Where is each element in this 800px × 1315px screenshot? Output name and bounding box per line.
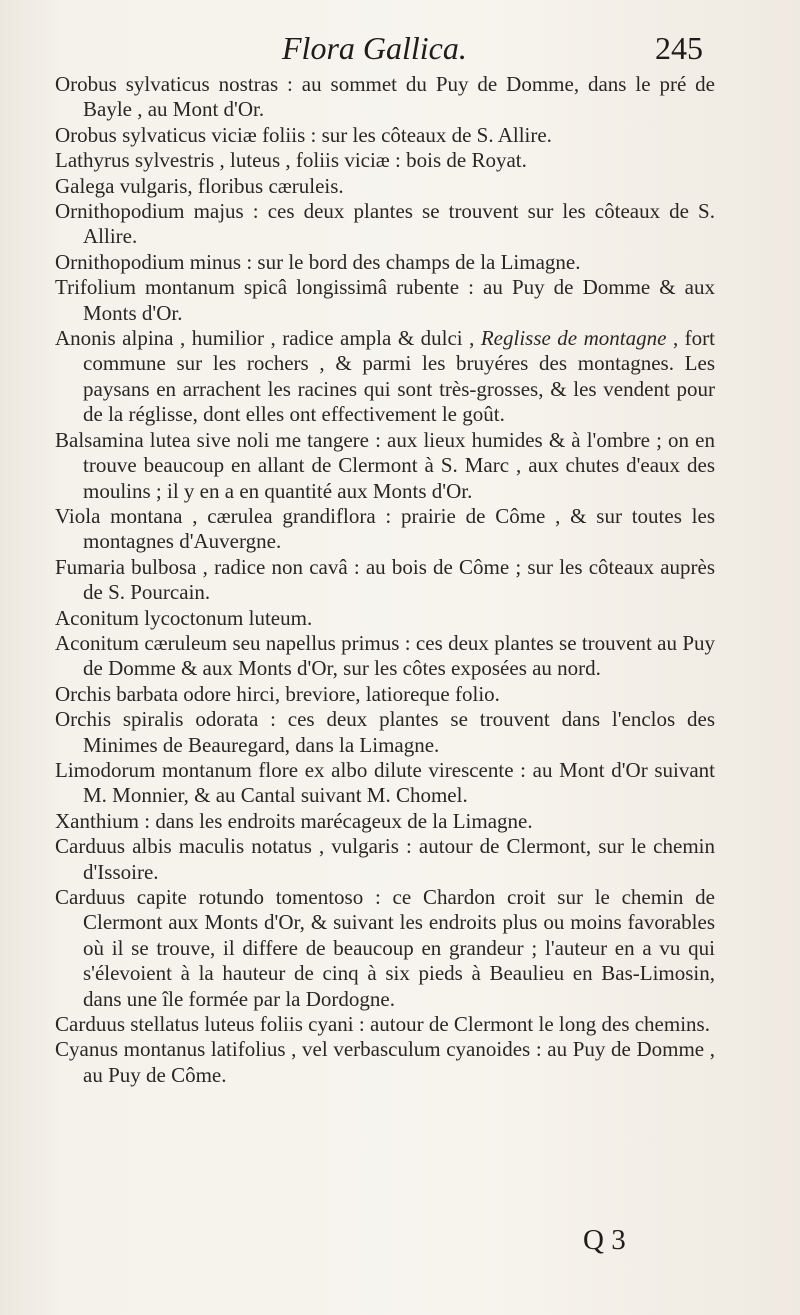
entry: Orchis barbata odore hirci, breviore, latioreque folio.: [55, 681, 500, 706]
entry: Lathyrus sylvestris , luteus , foliis viciæ : bois de Royat.: [55, 148, 527, 173]
entry: Carduus albis maculis notatus , vulgaris : autour de Clermont, sur le chemin d'Issoire.: [55, 834, 715, 884]
entry: Fumaria bulbosa , radice non cavâ : au bois de Côme ; sur les côteaux auprès de S. Pourcain.: [55, 554, 715, 605]
entry: Limodorum montanum flore ex albo dilute virescente : au Mont d'Or suivant M. Monnier, & au Cantal suivant M. Chomel.: [55, 757, 715, 808]
entry: Balsamina lutea sive noli me tangere : aux lieux humides & à l'ombre ; on en trouve beaucoup en allant de Clermont à S. Marc , aux chutes d'eaux des moulins ; il y en a en quantité aux Monts d'Or.: [55, 427, 715, 503]
entry: Ornithopodium majus : ces deux plantes se trouvent sur les côteaux de S. Allire.: [55, 199, 715, 249]
running-title: Flora Gallica.: [282, 30, 467, 66]
entry: Ornithopodium minus : sur le bord des champs de la Limagne.: [55, 249, 581, 274]
entry: Carduus stellatus luteus foliis cyani : autour de Clermont le long des chemins.: [55, 1012, 710, 1037]
entry: Xanthium : dans les endroits marécageux de la Limagne.: [55, 808, 533, 833]
entry: Orobus sylvaticus nostras : au sommet du Puy de Domme, dans le pré de Bayle , au Mont d'Or.: [55, 72, 715, 122]
entry: Anonis alpina , humilior , radice ampla & dulci , Reglisse de montagne , fort commune sur les rochers , & parmi les bruyéres des montagnes. Les paysans en arrachent les racines qui sont très-grosses, & les vendent pour de la réglisse, dont elles ont effectivement le goût.: [55, 326, 715, 427]
entry: Aconitum cæruleum seu napellus primus : ces deux plantes se trouvent au Puy de Domme & aux Monts d'Or, sur les côtes exposées au nord.: [55, 630, 715, 681]
entry: Trifolium montanum spicâ longissimâ rubente : au Puy de Domme & aux Monts d'Or.: [55, 275, 715, 325]
entry: Aconitum lycoctonum luteum.: [55, 605, 313, 630]
page-number: 245: [655, 30, 703, 66]
signature-mark: Q 3: [583, 1224, 626, 1256]
entry-list: [55, 72, 715, 1088]
vernacular-name: Reglisse de montagne: [480, 326, 667, 351]
entry: Viola montana , cærulea grandiflora : prairie de Côme , & sur toutes les montagnes d'Auvergne.: [55, 503, 715, 554]
entry: Carduus capite rotundo tomentoso : ce Chardon croit sur le chemin de Clermont aux Monts d'Or, & suivant les endroits plus ou moins favorables où il se trouve, il differe de beaucoup en grandeur ; l'auteur en a vu qui s'élevoient à la hauteur de cinq à six pieds à Beaulieu en Bas-Limosin, dans une île formée par la Dordogne.: [55, 885, 715, 1011]
entry: Orobus sylvaticus viciæ foliis : sur les côteaux de S. Allire.: [55, 122, 552, 147]
entry: Galega vulgaris, floribus cæruleis.: [55, 173, 344, 198]
entry: Orchis spiralis odorata : ces deux plantes se trouvent dans l'enclos des Minimes de Beauregard, dans la Limagne.: [55, 707, 715, 757]
entry: Cyanus montanus latifolius , vel verbasculum cyanoides : au Puy de Domme , au Puy de Côme.: [55, 1037, 715, 1087]
page-header: [0, 30, 800, 74]
